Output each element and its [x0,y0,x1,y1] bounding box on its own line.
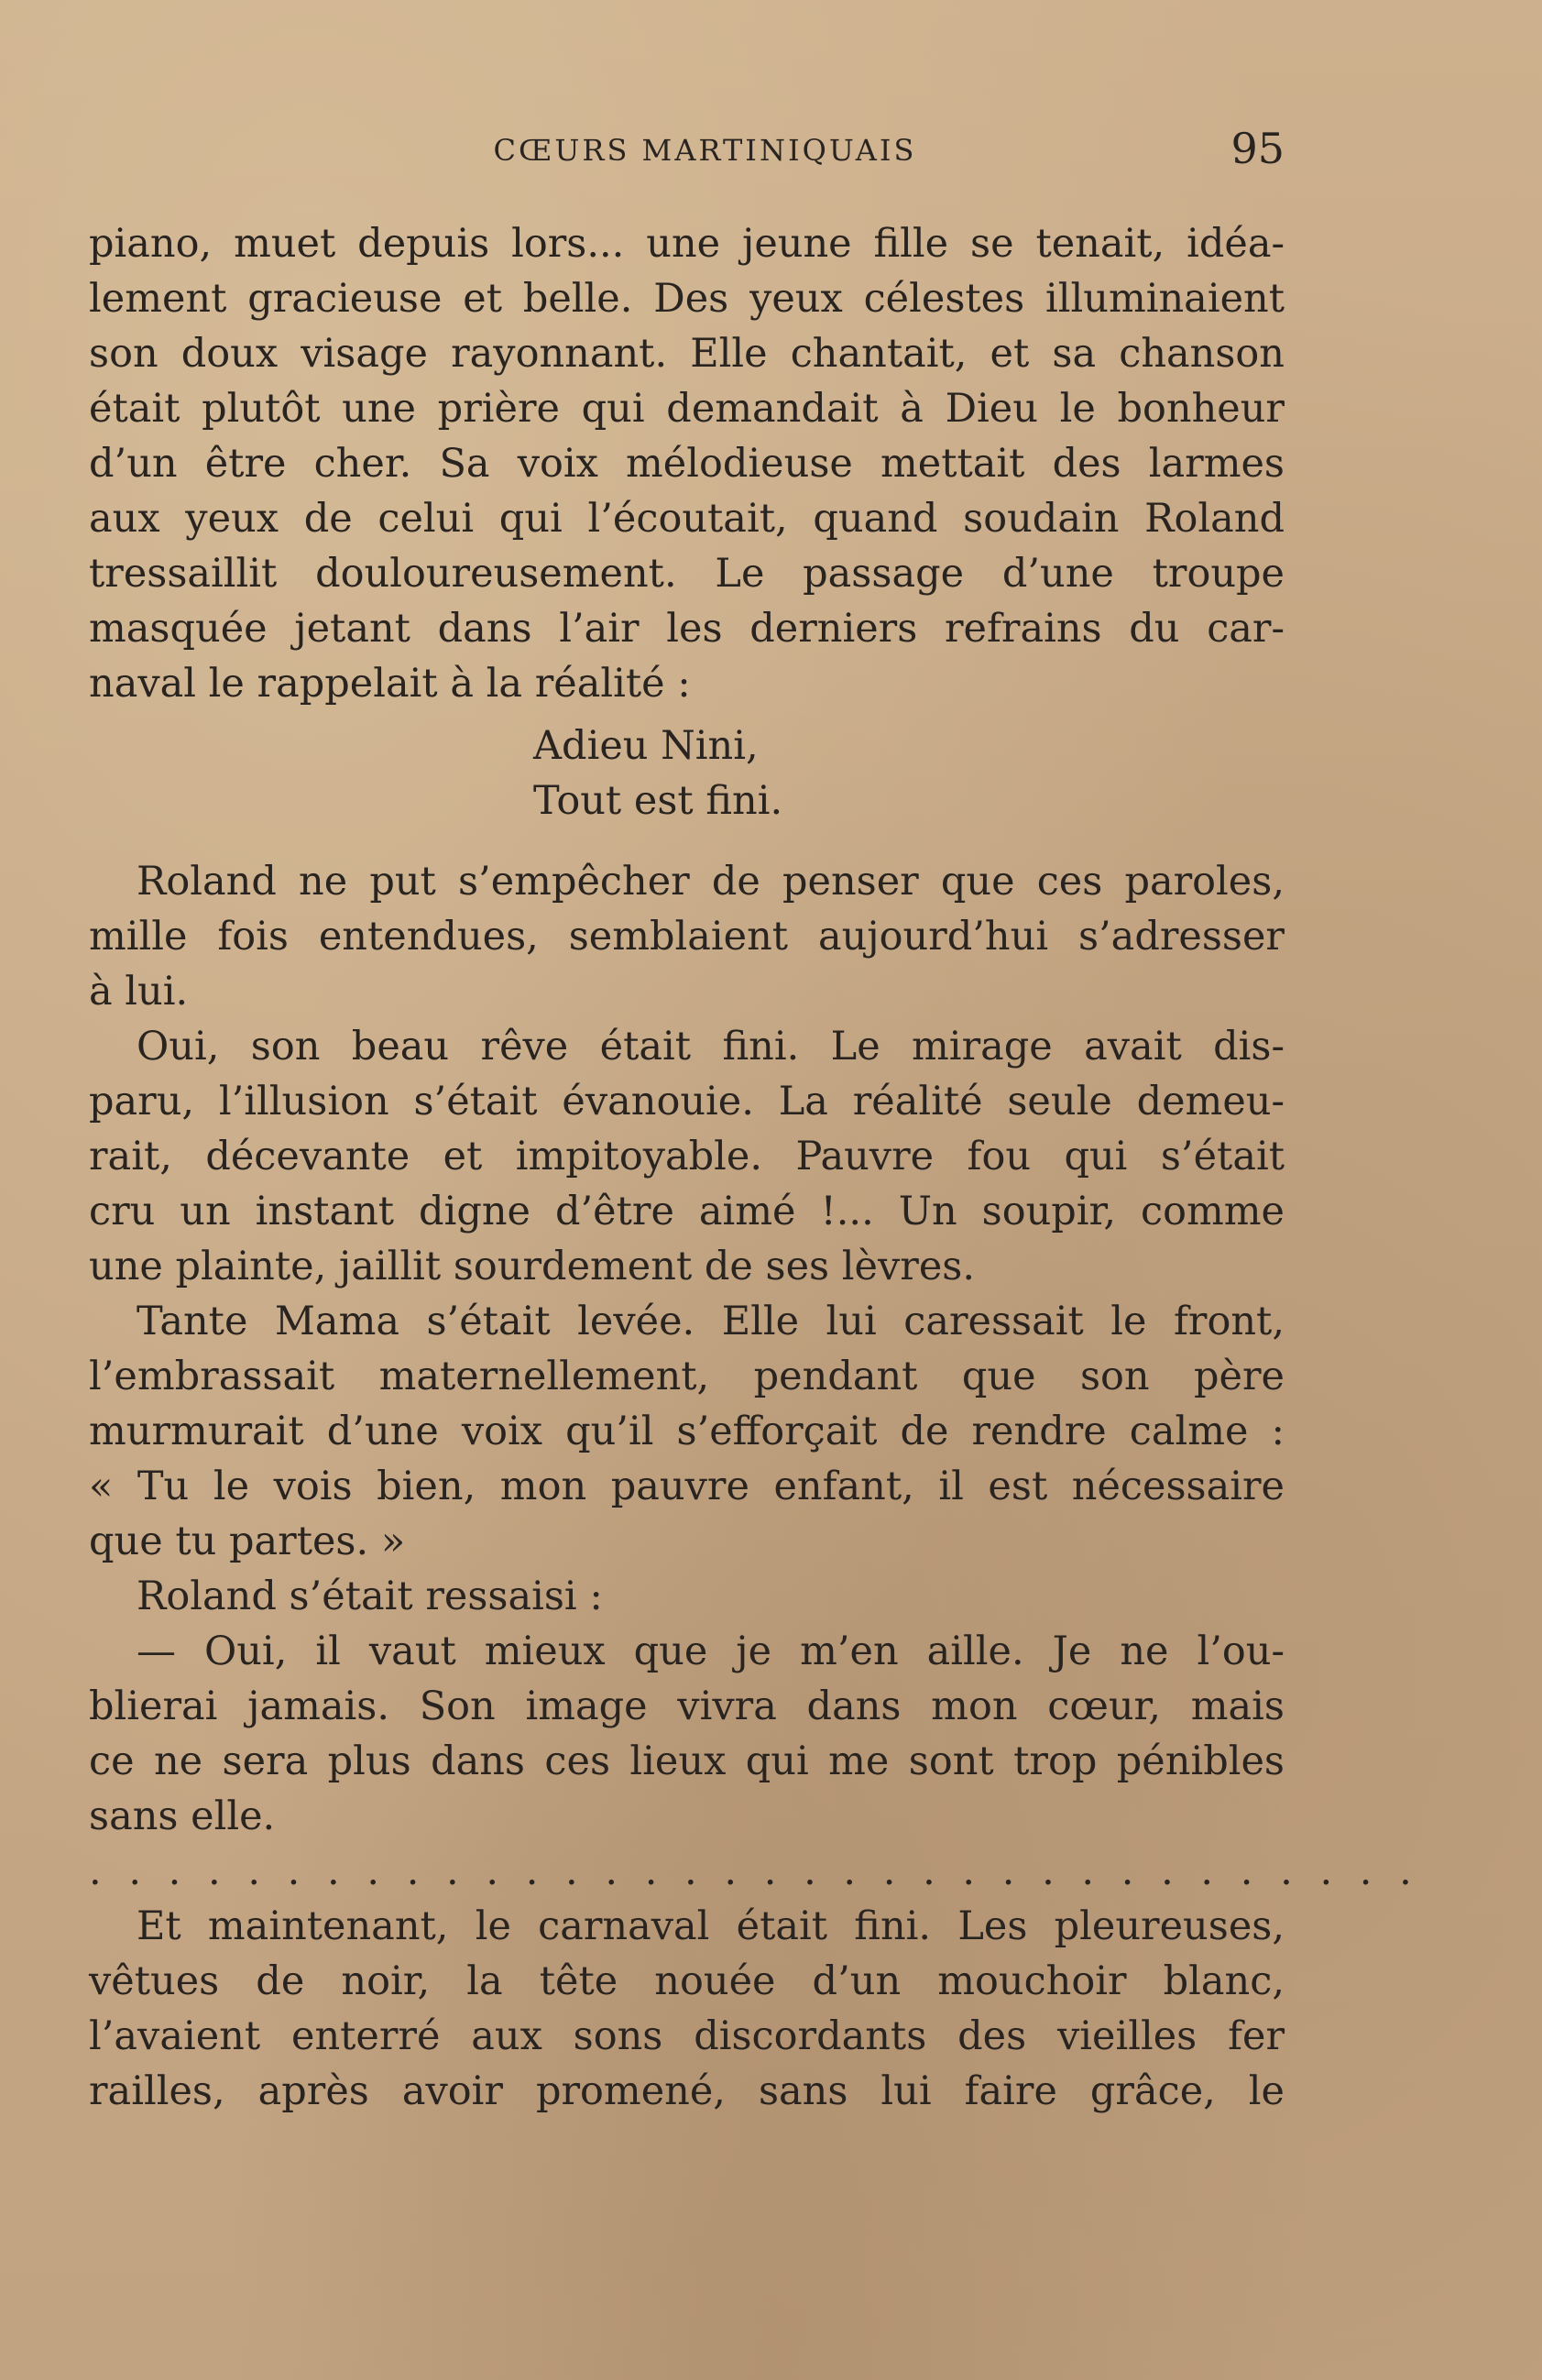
text-line: d’un être cher. Sa voix mélodieuse mettait des larmes [89,441,1285,487]
paragraph-6 [89,1624,1285,1844]
paragraph-7 [89,1899,1285,2119]
text-line: — Oui, il vaut mieux que je m’en aille. Je ne l’ou- [137,1629,1285,1674]
paragraph-1 [89,216,1285,711]
song-verse [89,718,1285,828]
running-title: CŒURS MARTINIQUAIS [493,133,917,168]
page-number: 95 [1230,124,1285,173]
text-line: l’embrassait maternellement, pendant que son père [89,1354,1285,1399]
text-line: mille fois entendues, semblaient aujourd’hui s’adresser [89,914,1285,960]
text-line: une plainte, jaillit sourdement de ses lèvres. [89,1244,976,1289]
text-line: paru, l’illusion s’était évanouie. La réalité seule demeu- [89,1079,1285,1124]
paragraph-3 [89,1019,1285,1294]
text-line: ce ne sera plus dans ces lieux qui me sont trop pénibles [89,1738,1285,1784]
text-line: rait, décevante et impitoyable. Pauvre fou qui s’était [89,1134,1285,1179]
text-line: railles, après avoir promené, sans lui faire grâce, le [89,2068,1285,2114]
text-line: Roland ne put s’empêcher de penser que ces paroles, [137,859,1285,905]
text-line: « Tu le vois bien, mon pauvre enfant, il est nécessaire [89,1464,1285,1509]
text-line: naval le rappelait à la réalité : [89,661,691,707]
text-line: à lui. [89,969,189,1015]
text-line: aux yeux de celui qui l’écoutait, quand soudain Roland [89,496,1285,542]
verse-line: Adieu Nini, [533,723,759,769]
text-line: masquée jetant dans l’air les derniers refrains du car- [89,606,1285,652]
section-separator: . . . . . . . . . . . . . . . . . . . . . . . . . . . . . . . . . . [89,1848,1419,1894]
text-line: sans elle. [89,1793,276,1839]
text-line: cru un instant digne d’être aimé !... Un soupir, comme [89,1189,1285,1234]
text-line: Roland s’était ressaisi : [137,1574,603,1619]
text-line: que tu partes. » [89,1519,406,1564]
paragraph-2 [89,854,1285,1019]
text-line: était plutôt une prière qui demandait à Dieu le bonheur [89,386,1285,432]
text-line: Oui, son beau rêve était fini. Le mirage avait dis- [137,1024,1285,1069]
text-line: Tante Mama s’était levée. Elle lui caressait le front, [137,1299,1285,1344]
text-line: l’avaient enterré aux sons discordants des vieilles fer [89,2013,1285,2059]
text-line: vêtues de noir, la tête nouée d’un mouchoir blanc, [89,1958,1285,2004]
body-text [89,216,1419,2119]
paragraph-5 [89,1569,1285,1624]
text-line: Et maintenant, le carnaval était fini. Les pleureuses, [137,1903,1285,1949]
text-line: murmurait d’une voix qu’il s’efforçait de rendre calme : [89,1409,1285,1454]
text-line: piano, muet depuis lors... une jeune fille se tenait, idéa- [89,221,1285,267]
text-line: blierai jamais. Son image vivra dans mon cœur, mais [89,1684,1285,1729]
verse-line: Tout est fini. [533,778,783,824]
text-line: son doux visage rayonnant. Elle chantait, et sa chanson [89,331,1285,377]
text-line: lement gracieuse et belle. Des yeux célestes illuminaient [89,276,1285,322]
paragraph-4 [89,1294,1285,1569]
page-header [89,124,1285,179]
text-line: tressaillit douloureusement. Le passage d’une troupe [89,551,1285,597]
